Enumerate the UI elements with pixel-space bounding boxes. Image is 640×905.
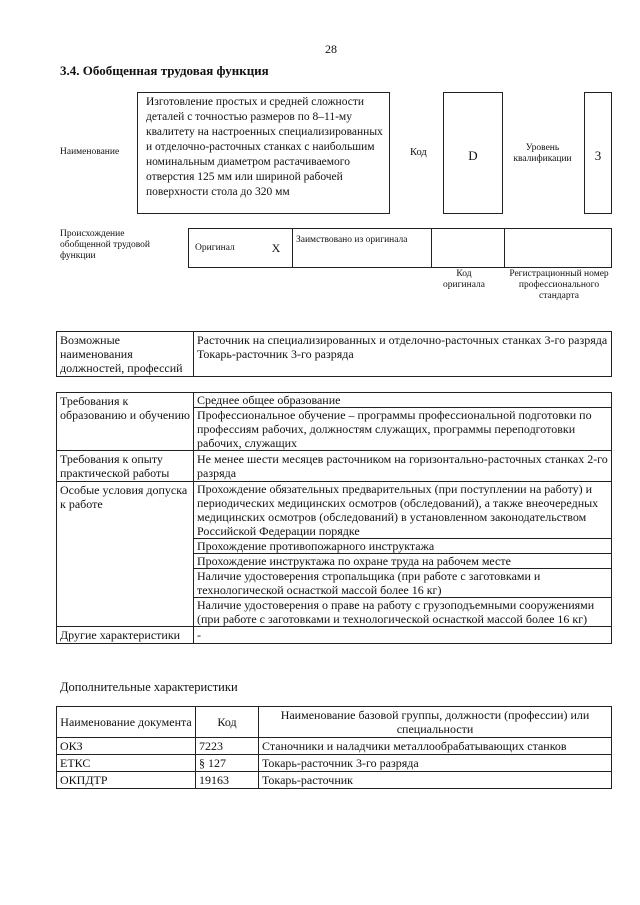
code-caption: Код оригинала <box>443 269 485 290</box>
requirement-row <box>57 451 612 482</box>
additional-title: Дополнительные характеристики <box>60 680 238 694</box>
code-value: D <box>468 148 478 163</box>
positions-values <box>194 332 612 377</box>
requirement-item: - <box>194 627 612 644</box>
requirement-label: Другие характеристики <box>57 627 194 644</box>
additional-header: Наименование документа <box>57 707 196 738</box>
level-value: 3 <box>594 148 602 163</box>
additional-cell: ОКЗ <box>57 738 196 755</box>
requirement-label: Требования к образованию и обучению <box>57 393 194 451</box>
requirement-item: Прохождение обязательных предварительных (при поступлении на работу) и периодических медицинских осмотров (обследований), а также внеочередных медицинских осмотров (обследований) в установленном законодательством Российской Федерации порядке <box>194 482 611 539</box>
requirement-item: Наличие удостоверения о праве на работу с грузоподъемными сооружениями (при работе с заготовками и технологической оснасткой массой более 16 кг) <box>197 598 595 626</box>
original-label: Оригинал <box>189 229 261 268</box>
naming-description: Изготовление простых и средней сложности деталей с точностью размеров по 8–11-му квалитету на настроенных специализированных и отделочно-расточных станках с наибольшим номинальным диаметром растачиваемого отверстия 125 мм или шириной рабочей поверхности стола до 320 мм <box>146 96 383 198</box>
requirement-item: Прохождение противопожарного инструктажа <box>194 539 611 554</box>
code-box <box>443 92 503 214</box>
requirement-item: Прохождение инструктажа по охране труда на рабочем месте <box>194 554 611 569</box>
additional-header: Наименование базовой группы, должности (профессии) или специальности <box>259 707 612 738</box>
original-mark: X <box>260 229 293 268</box>
borrowed-label: Заимствовано из оригинала <box>293 229 432 268</box>
requirement-row <box>57 482 612 627</box>
additional-cell: ЕТКС <box>57 755 196 772</box>
position-item: Расточник на специализированных и отделочно-расточных станках 3-го разряда <box>197 333 608 347</box>
requirements-table <box>56 392 612 644</box>
additional-table <box>56 706 612 789</box>
table-row <box>57 755 612 772</box>
table-row <box>57 738 612 755</box>
table-row <box>57 772 612 789</box>
page-number: 28 <box>325 42 337 56</box>
requirement-item: Не менее шести месяцев расточником на горизонтально-расточных станках 2-го разряда <box>194 451 612 482</box>
additional-cell: 19163 <box>196 772 259 789</box>
positions-label: Возможные наименования должностей, профессий <box>57 332 194 377</box>
origin-label: Происхождение обобщенной трудовой функции <box>60 229 150 261</box>
additional-header: Код <box>196 707 259 738</box>
additional-cell: § 127 <box>196 755 259 772</box>
level-label: Уровень квалификации <box>513 143 572 164</box>
additional-cell: ОКПДТР <box>57 772 196 789</box>
additional-cell: Токарь-расточник 3-го разряда <box>259 755 612 772</box>
requirement-label: Особые условия допуска к работе <box>57 482 194 627</box>
position-item: Токарь-расточник 3-го разряда <box>197 347 354 361</box>
requirement-label: Требования к опыту практической работы <box>57 451 194 482</box>
additional-cell: Станочники и наладчики металлообрабатывающих станков <box>259 738 612 755</box>
code-label: Код <box>410 147 427 158</box>
requirement-row <box>57 393 612 451</box>
section-title: 3.4. Обобщенная трудовая функция <box>60 63 269 78</box>
requirement-item: Наличие удостоверения стропальщика (при работе с заготовками и технологической оснасткой массой более 16 кг) <box>194 569 611 598</box>
additional-cell: Токарь-расточник <box>259 772 612 789</box>
registration-caption: Регистрационный номер профессионального стандарта <box>509 269 609 301</box>
origin-table <box>188 228 612 268</box>
naming-description-box <box>137 92 390 214</box>
level-box <box>584 92 612 214</box>
naming-label: Наименование <box>60 147 120 157</box>
requirement-item: Профессиональное обучение – программы профессиональной подготовки по профессиям рабочих, должностям служащих, программы переподготовки рабочих, служащих <box>197 408 592 450</box>
original-code-cell <box>432 229 505 268</box>
additional-cell: 7223 <box>196 738 259 755</box>
registration-number-cell <box>505 229 612 268</box>
positions-table <box>56 331 612 377</box>
requirement-item: Среднее общее образование <box>194 393 611 408</box>
requirement-row <box>57 627 612 644</box>
